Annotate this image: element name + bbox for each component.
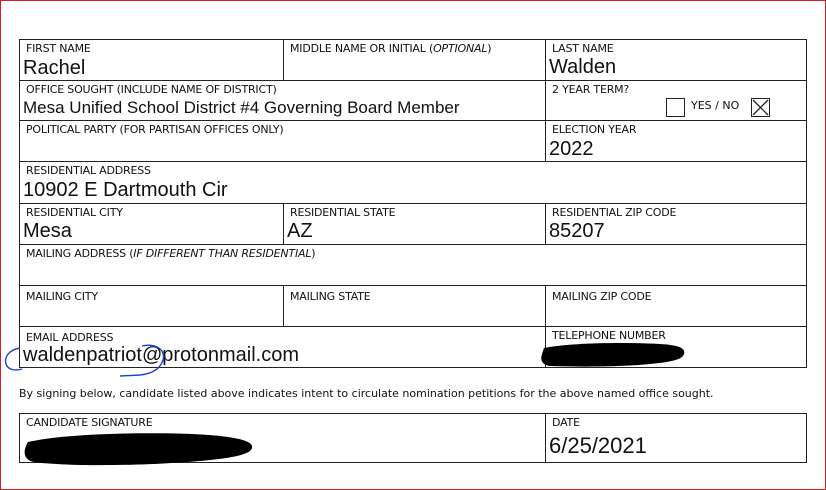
no-checkbox[interactable]	[751, 98, 770, 117]
office-sought-label: OFFICE SOUGHT (INCLUDE NAME OF DISTRICT)	[26, 83, 277, 96]
mailing-city-field[interactable]	[19, 285, 284, 327]
two-year-term-label: 2 YEAR TERM?	[552, 83, 630, 96]
signature-redaction	[22, 428, 272, 468]
mailing-state-label: MAILING STATE	[290, 290, 371, 303]
first-name-label: FIRST NAME	[26, 42, 91, 55]
last-name-value: Walden	[549, 56, 617, 78]
residential-city-field[interactable]	[19, 203, 284, 245]
yes-checkbox[interactable]	[666, 98, 685, 117]
election-year-value: 2022	[549, 138, 594, 160]
mailing-zip-label: MAILING ZIP CODE	[552, 290, 652, 303]
telephone-label: TELEPHONE NUMBER	[552, 329, 666, 342]
two-year-term-field	[545, 80, 807, 121]
date-value: 6/25/2021	[549, 433, 647, 458]
last-name-field[interactable]	[545, 39, 807, 81]
first-name-value: Rachel	[23, 57, 86, 79]
residential-zip-value: 85207	[549, 220, 605, 242]
middle-name-label: MIDDLE NAME OR INITIAL (OPTIONAL)	[290, 42, 492, 55]
residential-city-label: RESIDENTIAL CITY	[26, 206, 123, 219]
mailing-state-field[interactable]	[283, 285, 546, 327]
signature-label: CANDIDATE SIGNATURE	[26, 416, 153, 429]
residential-address-field[interactable]	[19, 161, 807, 204]
political-party-label: POLITICAL PARTY (FOR PARTISAN OFFICES ONLY)	[26, 123, 284, 136]
email-field[interactable]	[19, 326, 546, 368]
residential-zip-field[interactable]	[545, 203, 807, 245]
date-field[interactable]	[545, 413, 807, 463]
residential-state-value: AZ	[287, 220, 313, 242]
election-year-label: ELECTION YEAR	[552, 123, 637, 136]
intent-statement: By signing below, candidate listed above indicates intent to circulate nomination petitions for the above named office sought.	[19, 387, 714, 400]
election-year-field[interactable]	[545, 120, 807, 162]
political-party-field[interactable]	[19, 120, 546, 162]
office-sought-field[interactable]	[19, 80, 546, 121]
residential-address-value: 10902 E Dartmouth Cir	[23, 179, 228, 201]
mailing-address-field[interactable]	[19, 244, 807, 286]
mailing-city-label: MAILING CITY	[26, 290, 98, 303]
mailing-zip-field[interactable]	[545, 285, 807, 327]
residential-address-label: RESIDENTIAL ADDRESS	[26, 164, 151, 177]
email-value: waldenpatriot@protonmail.com	[23, 344, 299, 366]
office-sought-value: Mesa Unified School District #4 Governing Board Member	[23, 98, 460, 117]
middle-name-field[interactable]	[283, 39, 546, 81]
last-name-label: LAST NAME	[552, 42, 614, 55]
date-label: DATE	[552, 416, 580, 429]
x-mark-icon	[752, 99, 769, 116]
telephone-redaction	[540, 340, 690, 370]
residential-zip-label: RESIDENTIAL ZIP CODE	[552, 206, 677, 219]
residential-city-value: Mesa	[23, 220, 72, 242]
email-label: EMAIL ADDRESS	[26, 331, 114, 344]
residential-state-label: RESIDENTIAL STATE	[290, 206, 396, 219]
yes-no-text: YES / NO	[691, 99, 740, 112]
mailing-address-label: MAILING ADDRESS (IF DIFFERENT THAN RESIDENTIAL)	[26, 247, 316, 260]
first-name-field[interactable]	[19, 39, 284, 81]
residential-state-field[interactable]	[283, 203, 546, 245]
